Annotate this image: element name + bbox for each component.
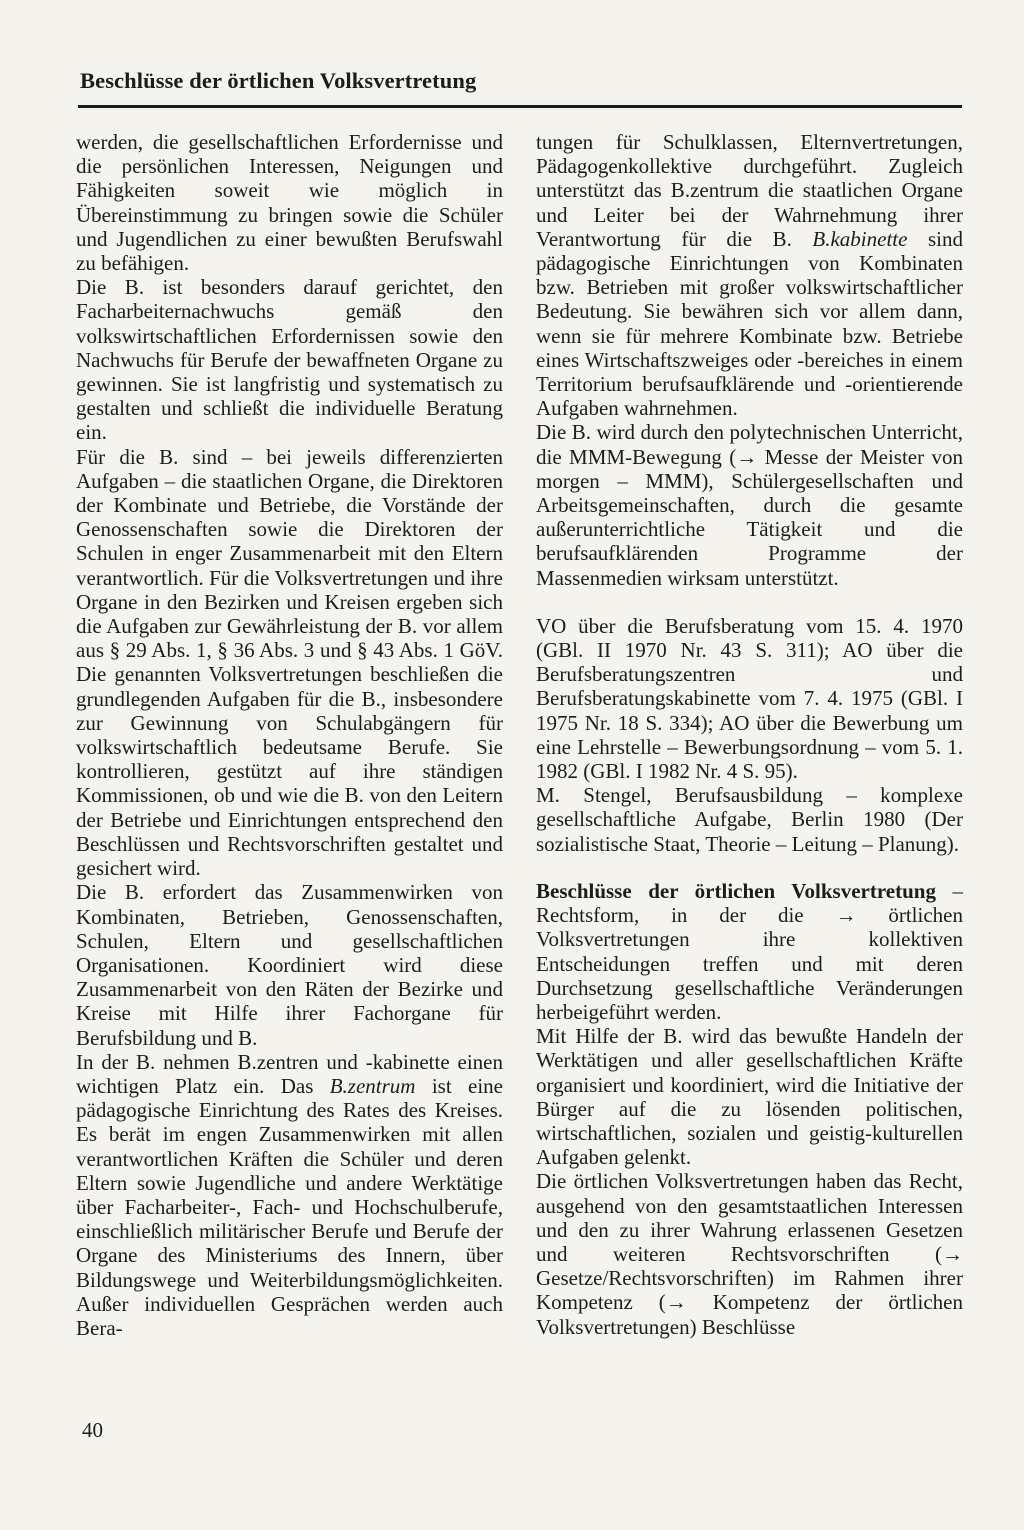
entry-title: Beschlüsse der örtlichen Volksvertretung (536, 878, 936, 903)
paragraph: werden, die gesellschaftlichen Erfordernisse und die persönlichen Interessen, Neigungen und Fähigkeiten soweit wie möglich in Übereinstimmung zu bringen sowie die Schüler und Jugendlichen zu einer bewußten Berufswahl zu befähigen. (76, 130, 503, 276)
paragraph-text: ist eine pädagogische Einrichtung des Rates des Kreises. Es berät im engen Zusammenwirken mit allen verantwortlichen Kräften die Schüler und deren Eltern sowie Jugendliche und andere Werktätige über Facharbeiter-, Fach- und Hochschulberufe, einschließlich militärischer Berufe und Berufe der Organe des Ministeriums des Innern, über Bildungswege und Weiterbildungsmöglichkeiten. Außer individuellen Gesprächen werden auch Bera- (76, 1073, 503, 1340)
left-column (76, 130, 503, 1340)
paragraph-text: sind pädagogische Einrichtungen von Kombinaten bzw. Betrieben mit großer volkswirtschaftlicher Bedeutung. Sie bewähren sich vor allem dann, wenn sie für mehrere Kombinate bzw. Betriebe eines Wirtschaftszweiges oder -bereiches in einem Territorium berufsaufklärende und -orientierende Aufgaben wahrnehmen. (536, 226, 963, 421)
paragraph: Die B. ist besonders darauf gerichtet, den Facharbeiternachwuchs gemäß den volkswirtschaftlichen Erfordernissen sowie den Nachwuchs für Berufe der bewaffneten Organe zu gewinnen. Sie ist langfristig und systematisch zu gestalten und schließt die individuelle Beratung ein. (76, 275, 503, 445)
italic-term: B.zentrum (329, 1073, 416, 1098)
paragraph: Mit Hilfe der B. wird das bewußte Handeln der Werktätigen und aller gesellschaftlichen Kräfte organisiert und koordiniert, wird die Initiative der Bürger auf die zu lösenden politischen, wirtschaftlichen, sozialen und geistig-kulturellen Aufgaben gelenkt. (536, 1024, 963, 1170)
entry (536, 879, 963, 1024)
paragraph: Die B. wird durch den polytechnischen Unterricht, die MMM-Bewegung (→ Messe der Meister von morgen – MMM), Schülergesellschaften und Arbeitsgemeinschaften, durch die gesamte außerunterrichtliche Tätigkeit und die berufsaufklärenden Programme der Massenmedien wirksam unterstützt. (536, 420, 963, 590)
paragraph: Für die B. sind – bei jeweils differenzierten Aufgaben – die staatlichen Organe, die Direktoren der Kombinate und Betriebe, die Vorstände der Genossenschaften sowie die Direktoren der Schulen in enger Zusammenarbeit mit den Eltern verantwortlich. Für die Volksvertretungen und ihre Organe in den Bezirken und Kreisen ergeben sich die Aufgaben zur Gewährleistung der B. vor allem aus § 29 Abs. 1, § 36 Abs. 3 und § 43 Abs. 1 GöV. Die genannten Volksvertretungen beschließen die grundlegenden Aufgaben für die B., insbesondere zur Gewinnung von Schulabgängern für volkswirtschaftlich bedeutsame Berufe. Sie kontrollieren, gestützt auf ihre ständigen Kommissionen, ob und wie die B. von den Leitern der Betriebe und Einrichtungen entsprechend den Beschlüssen und Rechtsvorschriften gestaltet und gesichert wird. (76, 444, 503, 881)
header-rule (78, 105, 962, 108)
right-column (536, 130, 963, 1339)
paragraph (536, 130, 963, 420)
paragraph: Die B. erfordert das Zusammenwirken von Kombinaten, Betrieben, Genossenschaften, Schulen, Eltern und gesellschaftlichen Organisationen. Koordiniert wird diese Zusammenarbeit von den Räten der Bezirke und Kreise mit Hilfe ihrer Fachorgane für Berufsbildung und B. (76, 880, 503, 1050)
reference: VO über die Berufsberatung vom 15. 4. 1970 (GBl. II 1970 Nr. 43 S. 311); AO über die Berufsberatungszentren und Berufsberatungskabinette vom 7. 4. 1975 (GBl. I 1975 Nr. 18 S. 334); AO über die Bewerbung um eine Lehrstelle – Bewerbungsordnung – vom 5. 1. 1982 (GBl. I 1982 Nr. 4 S. 95). (536, 613, 963, 784)
running-head: Beschlüsse der örtlichen Volksvertretung (80, 68, 477, 93)
paragraph-text: tungen für Schulklassen, Elternvertretungen, Pädagogenkollektive durchgeführt. Zugleich unterstützt das B.zentrum die staatlichen Organe und Leiter bei der Wahrnehmung ihrer Verantwortung für die B. (536, 130, 963, 251)
reference: M. Stengel, Berufsausbildung – komplexe gesellschaftliche Aufgabe, Berlin 1980 (Der sozialistische Staat, Theorie – Leitung – Planung). (536, 783, 963, 856)
paragraph-text: In der B. nehmen B.zentren und -kabinette einen wichtigen Platz ein. Das (76, 1049, 503, 1098)
paragraph: Die örtlichen Volksvertretungen haben das Recht, ausgehend von den gesamtstaatlichen Interessen und den zu ihrer Wahrung erlassenen Gesetzen und weiteren Rechtsvorschriften (→ Gesetze/Rechtsvorschriften) im Rahmen ihrer Kompetenz (→ Kompetenz der örtlichen Volksvertretungen) Beschlüsse (536, 1169, 963, 1339)
entry-definition: – Rechtsform, in der die → örtlichen Volksvertretungen ihre kollektiven Entscheidungen treffen und mit deren Durchsetzung gesellschaftliche Veränderungen herbeigeführt werden. (536, 878, 963, 1024)
page-number: 40 (82, 1418, 103, 1442)
italic-term: B.kabinette (812, 226, 908, 251)
paragraph (76, 1050, 503, 1340)
